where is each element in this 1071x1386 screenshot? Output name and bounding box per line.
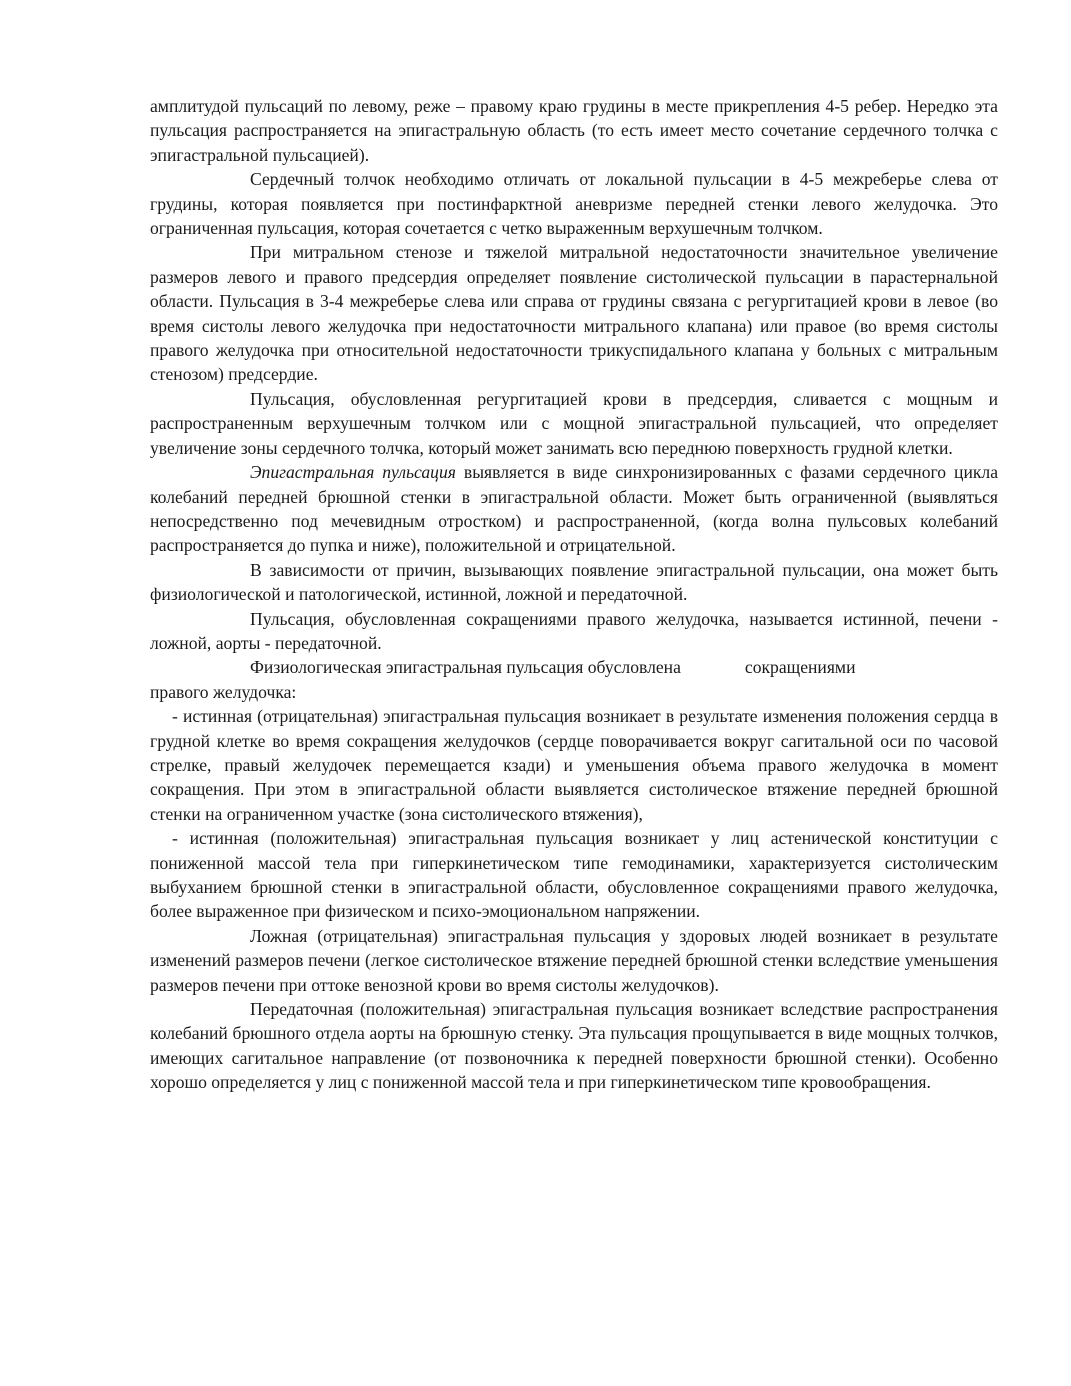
paragraph-mitral-stenosis: При митральном стенозе и тяжелой митральной недостаточности значительное увеличение размеров левого и правого предсердия определяет появление систолической пульсации в парастернальной области. Пульсация в 3-4 межреберье слева или справа от грудины связана с регургитацией крови в левое (во время систолы левого желудочка при недостаточности митрального клапана) или правое (во время систолы правого желудочка при относительной недостаточности трикуспидального клапана у больных с митральным стенозом) предсердие. (150, 242, 998, 385)
paragraph-text-part2: сокращениями (744, 657, 856, 678)
paragraph-continuation: амплитудой пульсаций по левому, реже – правому краю грудины в месте прикрепления 4-5 ребер. Нередко эта пульсация распространяется на эпигастральную область (то есть имеет место сочетание сердечного толчка с эпигастральной пульсацией). (150, 96, 998, 165)
italic-term: Эпигастральная пульсация (250, 462, 456, 483)
paragraph-text-part3: правого желудочка: (150, 681, 297, 702)
document-page (150, 94, 998, 1095)
list-item-true-negative: - истинная (отрицательная) эпигастральная пульсация возникает в результате изменения положения сердца в грудной клетке во время сокращения желудочков (сердце поворачивается вокруг сагитальной оси по часовой стрелке, правый желудочек перемещается кзади) и уменьшения объема правого желудочка в момент сокращения. При этом в эпигастральной области выявляется систолическое втяжение передней брюшной стенки на ограниченном участке (зона систолического втяжения), (150, 706, 998, 824)
paragraph-epigastric-pulsation (150, 460, 998, 558)
paragraph-false-pulsation: Ложная (отрицательная) эпигастральная пульсация у здоровых людей возникает в результате изменений размеров печени (легкое систолическое втяжение передней брюшной стенки вследствие уменьшения размеров печени при оттоке венозной крови во время систолы желудочков). (150, 925, 998, 995)
paragraph-transmitted-pulsation: Передаточная (положительная) эпигастральная пульсация возникает вследствие распространения колебаний брюшного отдела аорты на брюшную стенку. Эта пульсация прощупывается в виде мощных толчков, имеющих сагитальное направление (от позвоночника к передней поверхности брюшной стенки). Особенно хорошо определяется у лиц с пониженной массой тела и при гиперкинетическом типе кровообращения. (150, 999, 998, 1093)
paragraph-types: Пульсация, обусловленная сокращениями правого желудочка, называется истинной, печени - ложной, аорты - передаточной. (150, 608, 998, 653)
paragraph-cardiac-impulse: Сердечный толчок необходимо отличать от локальной пульсации в 4-5 межреберье слева от грудины, которая появляется при постинфарктной аневризме передней стенки левого желудочка. Это ограниченная пульсация, которая сочетается с четко выраженным верхушечным толчком. (150, 169, 998, 239)
paragraph-text-part1: Физиологическая эпигастральная пульсация обусловлена (250, 657, 681, 678)
list-item-true-positive: - истинная (положительная) эпигастральная пульсация возникает у лиц астенической конституции с пониженной массой тела при гиперкинетическом типе гемодинамики, характеризуется систолическим выбуханием брюшной стенки в эпигастральной области, обусловленное сокращениями правого желудочка, более выраженное при физическом и психо-эмоциональном напряжении. (150, 828, 998, 922)
paragraph-regurgitation: Пульсация, обусловленная регургитацией крови в предсердия, сливается с мощным и распространенным верхушечным толчком или с мощной эпигастральной пульсацией, что определяет увеличение зоны сердечного толчка, который может занимать всю переднюю поверхность грудной клетки. (150, 388, 998, 458)
paragraph-causes: В зависимости от причин, вызывающих появление эпигастральной пульсации, она может быть физиологической и патологической, истинной, ложной и передаточной. (150, 559, 998, 605)
paragraph-physiological (150, 655, 998, 704)
paragraph-text: выявляется в виде синхронизированных с фазами сердечного цикла колебаний передней брюшной стенки в эпигастральной области. Может быть ограниченной (выявляться непосредственно под мечевидным отростком) и распространенной, (когда волна пульсовых колебаний распространяется до пупка и ниже), положительной и отрицательной. (150, 462, 999, 556)
